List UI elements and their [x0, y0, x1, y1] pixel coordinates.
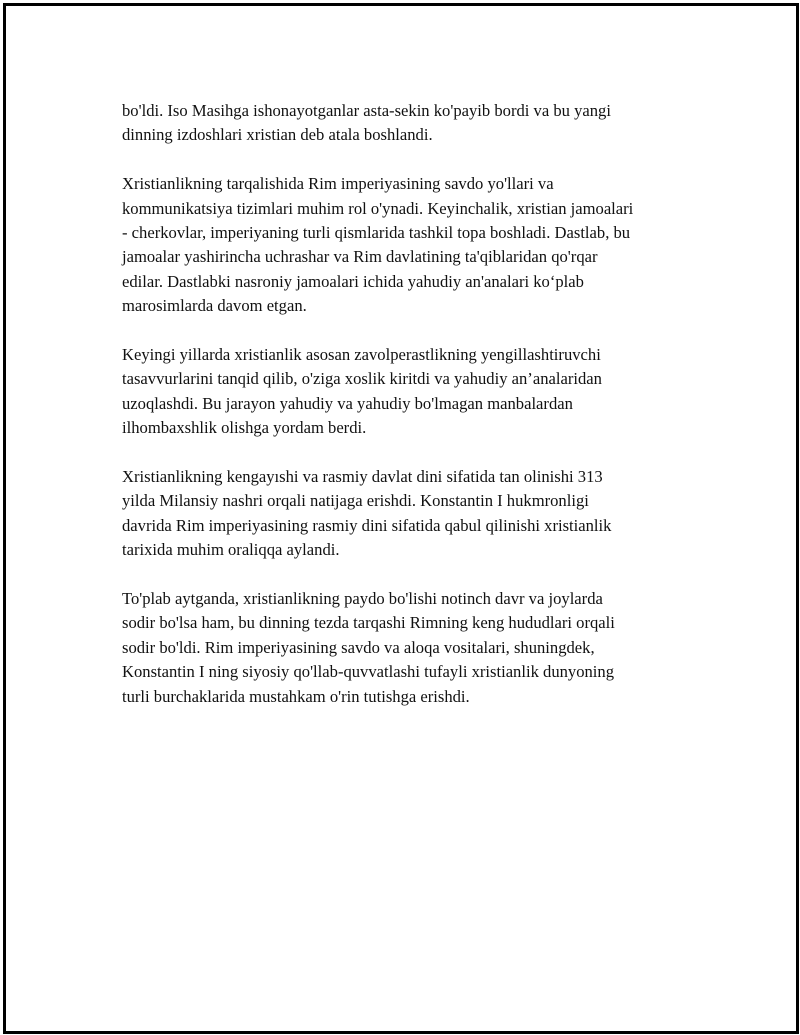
paragraph-4: [122, 465, 682, 563]
paragraph-2: [122, 172, 682, 318]
text-line: jamoalar yashirincha uchrashar va Rim davlatining ta'qiblaridan qo'rqar: [122, 247, 598, 267]
text-line: uzoqlashdi. Bu jarayon yahudiy va yahudiy bo'lmagan manbalardan: [122, 393, 573, 413]
text-line: bo'ldi. Iso Masihga ishonayotganlar asta-sekin ko'payib bordi va bu yangi: [122, 101, 611, 120]
text-line: davrida Rim imperiyasining rasmiy dini sifatida qabul qilinishi xristianlik: [122, 515, 612, 535]
text-line: edilar. Dastlabki nasroniy jamoalari ichida yahudiy an'analari ko‘plab: [122, 271, 584, 291]
text-line: marosimlarda davom etgan.: [122, 296, 307, 316]
text-line: yilda Milansiy nashri orqali natijaga erishdi. Konstantin I hukmronligi: [122, 491, 589, 511]
text-line: kommunikatsiya tizimlari muhim rol o'ynadi. Keyinchalik, xristian jamoalari: [122, 198, 634, 218]
text-line: dinning izdoshlari xristian deb atala boshlandi.: [122, 125, 433, 145]
text-line: turli burchaklarida mustahkam o'rin tutishga erishdi.: [122, 686, 470, 706]
page-frame: [3, 3, 799, 1034]
paragraph-1: [122, 99, 682, 148]
text-line: Xristianlikning tarqalishida Rim imperiyasining savdo yo'llari va: [122, 174, 554, 194]
text-line: Keyingi yillarda xristianlik asosan zavolperastlikning yengillashtiruvchi: [122, 345, 601, 365]
document-body: [122, 99, 682, 733]
text-line: sodir bo'lsa ham, bu dinning tezda tarqashi Rimning keng hududlari orqali: [122, 613, 615, 633]
text-line: Xristianlikning kengayıshi va rasmiy davlat dini sifatida tan olinishi 313: [122, 467, 603, 487]
paragraph-3: [122, 343, 682, 441]
paragraph-5: [122, 587, 682, 709]
text-line: - cherkovlar, imperiyaning turli qismlarida tashkil topa boshladi. Dastlab, bu: [122, 223, 631, 243]
text-line: tasavvurlarini tanqid qilib, o'ziga xoslik kiritdi va yahudiy an’analaridan: [122, 369, 602, 389]
text-line: ilhombaxshlik olishga yordam berdi.: [122, 418, 367, 438]
text-line: To'plab aytganda, xristianlikning paydo bo'lishi notinch davr va joylarda: [122, 589, 603, 609]
text-line: sodir bo'ldi. Rim imperiyasining savdo va aloqa vositalari, shuningdek,: [122, 637, 595, 657]
text-line: Konstantin I ning siyosiy qo'llab-quvvatlashi tufayli xristianlik dunyoning: [122, 662, 615, 682]
text-line: tarixida muhim oraliqqa aylandi.: [122, 540, 340, 560]
